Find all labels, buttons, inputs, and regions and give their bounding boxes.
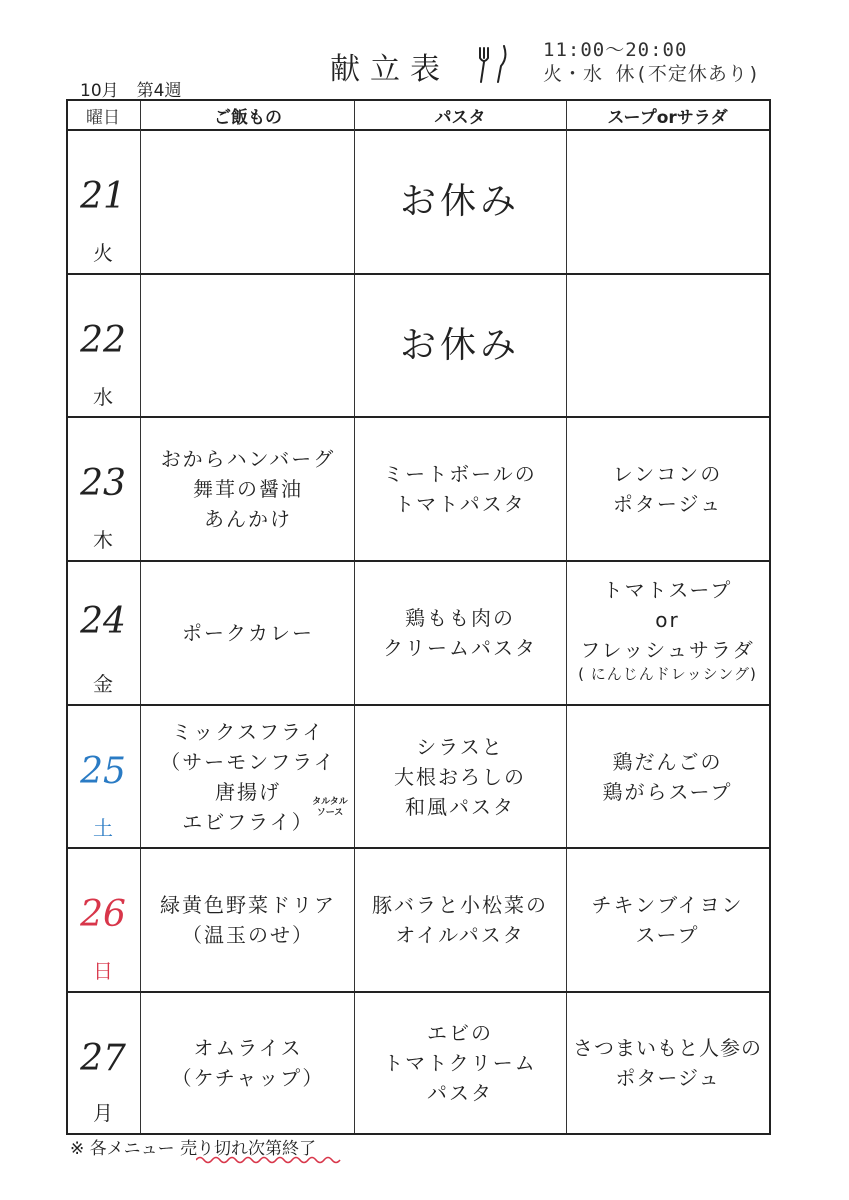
rice-dish — [142, 706, 354, 847]
day-weekday: 月 — [93, 1101, 113, 1125]
day-weekday: 金 — [93, 672, 113, 696]
menu-title: 献立表 — [330, 52, 450, 87]
menu-line: 舞茸の醤油 — [193, 477, 303, 501]
pasta-dish — [354, 849, 566, 991]
soup-dish — [566, 849, 769, 991]
day-row — [68, 131, 769, 273]
note-line: ソース — [316, 808, 344, 818]
soup-dish — [566, 418, 769, 560]
hours-closed-days: 火・水 休(不定休あり) — [543, 63, 761, 85]
day-weekday: 火 — [93, 241, 113, 265]
pasta-dish — [354, 993, 566, 1133]
menu-line: トマトクリーム — [383, 1051, 537, 1075]
closed-notice — [354, 131, 566, 273]
header-day: 曜日 — [86, 107, 120, 128]
month-week-label — [80, 76, 181, 101]
menu-line: チキンブイヨン — [591, 893, 744, 917]
week: 第4週 — [136, 81, 182, 101]
header-soup-salad: スープorサラダ — [607, 107, 728, 128]
day-number: 24 — [80, 601, 126, 642]
menu-line: クリームパスタ — [383, 636, 537, 660]
soup-dish — [566, 993, 769, 1133]
day-weekday: 木 — [93, 528, 113, 552]
day-number: 23 — [80, 463, 126, 504]
menu-line: レンコンの — [612, 462, 723, 486]
menu-line: （サーモンフライ — [160, 749, 336, 774]
day-weekday: 土 — [93, 816, 113, 840]
menu-line: 鶏もも肉の — [405, 606, 515, 630]
menu-line: （温玉のせ） — [182, 923, 314, 947]
menu-line: ミックスフライ — [171, 719, 325, 744]
day-weekday: 日 — [93, 959, 113, 983]
closed-notice — [354, 275, 566, 416]
day-number: 21 — [80, 176, 126, 217]
opening-hours — [543, 38, 760, 86]
menu-line: あんかけ — [204, 507, 292, 531]
wavy-underline — [196, 1155, 344, 1165]
menu-line: ミートボールの — [383, 462, 537, 486]
menu-line: トマトスープ — [602, 578, 733, 602]
menu-line: or — [655, 608, 680, 632]
note-line: タルタル — [312, 797, 348, 807]
menu-line: スープ — [635, 923, 700, 947]
day-number: 25 — [80, 751, 126, 792]
closed-label: お休み — [399, 181, 520, 222]
month: 10月 — [80, 81, 119, 101]
footnote-sold-out: 売り切れ次第終了 — [180, 1139, 317, 1159]
day-number: 22 — [80, 320, 126, 361]
menu-line: 和風パスタ — [405, 794, 515, 819]
menu-line: ポタージュ — [615, 1066, 720, 1090]
menu-line: 豚バラと小松菜の — [372, 893, 548, 917]
tartar-sauce-note — [308, 797, 352, 819]
menu-line: トマトパスタ — [394, 492, 526, 516]
soup-dish — [566, 558, 769, 700]
menu-line: 鶏だんごの — [612, 749, 723, 774]
day-number: 26 — [80, 894, 126, 935]
rice-dish — [142, 418, 354, 560]
pasta-dish — [354, 562, 566, 704]
menu-line: 鶏がらスープ — [602, 779, 733, 804]
day-row — [68, 275, 769, 416]
pasta-dish — [354, 418, 566, 560]
header-rice: ご飯もの — [214, 107, 282, 128]
menu-line: フレッシュサラダ — [580, 638, 755, 662]
day-row — [68, 706, 769, 847]
menu-line: （ケチャップ） — [171, 1066, 325, 1090]
hours-time: 11:00～20:00 — [543, 39, 688, 61]
closed-label: お休み — [399, 324, 520, 366]
menu-line: 緑黄色野菜ドリア — [160, 893, 336, 917]
menu-line: エビフライ） — [182, 809, 314, 834]
day-row — [68, 562, 769, 704]
day-weekday: 水 — [93, 385, 113, 409]
day-row — [68, 993, 769, 1133]
pasta-dish — [354, 706, 566, 847]
day-row — [68, 849, 769, 991]
rice-dish — [142, 993, 354, 1133]
menu-line: オムライス — [193, 1036, 303, 1060]
rice-dish — [142, 849, 354, 991]
menu-line: 大根おろしの — [394, 764, 526, 789]
menu-line: ポークカレー — [182, 621, 314, 645]
menu-line: おからハンバーグ — [160, 447, 336, 471]
menu-line: オイルパスタ — [395, 923, 525, 947]
rice-dish — [142, 562, 354, 704]
soup-dish — [566, 706, 769, 847]
dressing-note: ( にんじんドレッシング) — [578, 665, 757, 683]
menu-line: パスタ — [427, 1081, 493, 1105]
menu-line: ポタージュ — [612, 492, 723, 516]
footnote-prefix: ※ 各メニュー — [70, 1139, 175, 1159]
menu-line: シラスと — [416, 734, 504, 759]
menu-line: さつまいもと人参の — [573, 1036, 762, 1060]
day-number: 27 — [80, 1038, 126, 1079]
menu-table — [66, 99, 771, 1135]
fork-and-knife-icon — [470, 42, 514, 86]
day-row — [68, 418, 769, 560]
menu-line: エビの — [427, 1021, 493, 1045]
header-pasta: パスタ — [434, 107, 486, 128]
menu-line: 唐揚げ — [215, 779, 281, 804]
